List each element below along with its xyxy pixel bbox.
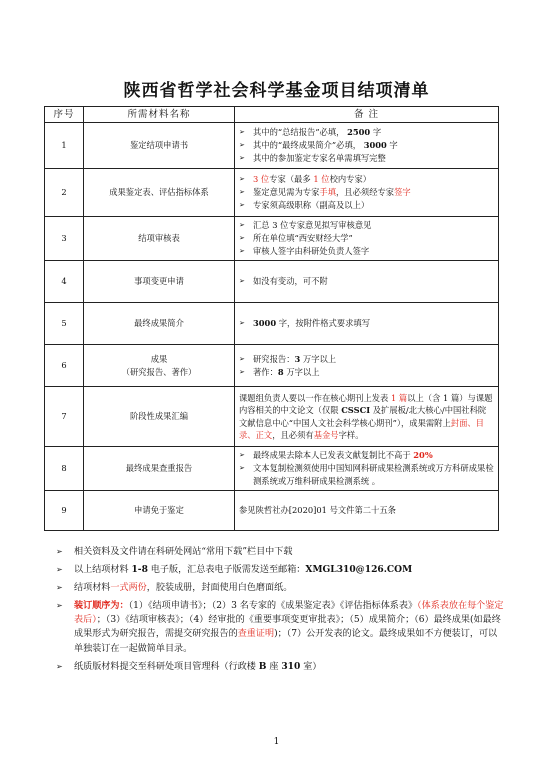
- table-row: [45, 261, 499, 303]
- note-bullet-text: [253, 232, 353, 245]
- arrow-bullet-icon: ➢: [239, 188, 245, 196]
- text-run: 字，按附件格式要求填写: [276, 318, 370, 328]
- material-name: [84, 447, 235, 491]
- text-run: B: [258, 660, 267, 672]
- note-bullet-text: [253, 219, 371, 232]
- note-item: [56, 545, 506, 559]
- note-bullet-text: [253, 186, 411, 199]
- note-bullet-item: [239, 353, 494, 366]
- text-run: 1 位: [313, 174, 330, 184]
- text-run: 纸质版材料提交至科研处项目管理科（行政楼: [74, 661, 259, 672]
- row-number: 1: [45, 123, 84, 169]
- text-run: 字: [370, 127, 382, 137]
- material-name-text: 阶段性成果汇编: [129, 411, 189, 422]
- text-run: 以上（含 1 篇）与课题内容相关的中文论文（仅限: [239, 392, 493, 416]
- row-number: 5: [45, 303, 84, 345]
- material-name-text: 最终成果查重报告: [125, 463, 193, 474]
- text-run: CSSCI: [341, 405, 371, 416]
- material-note: [235, 261, 499, 303]
- text-run: 3000: [363, 140, 387, 150]
- text-run: 结项材料: [74, 583, 111, 594]
- text-run: 8: [277, 366, 284, 377]
- material-note: [235, 169, 499, 217]
- material-name-text: 鉴定结项申请书: [129, 140, 189, 151]
- text-run: 封面、目录、正文: [239, 417, 484, 440]
- arrow-bullet-icon: ➢: [239, 464, 245, 473]
- arrow-bullet-icon: ➢: [239, 247, 245, 255]
- arrow-bullet-icon: ➢: [239, 221, 245, 229]
- note-bullet-item: [239, 317, 494, 330]
- notes-list: [56, 545, 506, 678]
- row-number: 8: [45, 447, 84, 491]
- text-run: （1）《结项申请书》；（2）3 名专家的《成果鉴定表》《评估指标体系表》: [128, 601, 418, 612]
- row-number: 7: [45, 387, 84, 447]
- text-run: ；（3）《结项审核表》；（4）经审批的《重要事项变更审批表》；（5）成果简介；（6）最终成果(如最终成果形式为研究报告，需提交研究报告的: [74, 615, 501, 640]
- table-row: [45, 303, 499, 345]
- text-run: 以上结项材料: [74, 565, 132, 576]
- note-bullet-text: [253, 173, 371, 186]
- text-run: 其中的参加鉴定专家名单需填写完整: [253, 153, 386, 163]
- material-note: [235, 345, 499, 387]
- note-text: [74, 545, 506, 559]
- note-bullet-text: [253, 245, 369, 258]
- material-name: [84, 345, 235, 387]
- material-name-text: 事项变更申请: [134, 276, 184, 287]
- material-name: [84, 491, 235, 531]
- text-run: ，且必须经专家: [336, 187, 395, 197]
- note-bullet-item: [239, 186, 494, 199]
- text-run: 座: [266, 661, 282, 672]
- header-no: 序号: [45, 107, 84, 123]
- text-run: 审核人签字由科研处负责人签字: [253, 246, 370, 256]
- text-run: 万字以上: [283, 366, 320, 377]
- row-number: 9: [45, 491, 84, 531]
- text-run: ，胶装成册，封面使用白色磨面纸。: [146, 583, 293, 594]
- text-run: ，且必须有: [272, 429, 314, 440]
- text-run: 其中的“总结报告”必填，: [253, 127, 348, 137]
- note-bullet-item: [239, 126, 494, 139]
- text-run: 装订顺序为：: [74, 600, 129, 612]
- note-bullet-item: [239, 139, 494, 152]
- material-name-subtext: （研究报告、著作）: [121, 366, 197, 377]
- material-name-text: 最终成果简介: [134, 318, 184, 329]
- text-run: 鉴定意见需为专家: [253, 187, 320, 197]
- arrow-bullet-icon: ➢: [56, 547, 63, 556]
- text-run: 最终成果去除本人已发表文献复制比不高于: [253, 450, 414, 461]
- arrow-bullet-icon: ➢: [56, 661, 63, 671]
- material-name: [84, 303, 235, 345]
- row-number: 2: [45, 169, 84, 217]
- note-bullet-text: [253, 462, 494, 488]
- header-name: 所需材料名称: [84, 107, 235, 123]
- material-name: [84, 169, 235, 217]
- table-row: [45, 217, 499, 261]
- arrow-bullet-icon: ➢: [239, 319, 245, 327]
- table-body: [45, 123, 499, 531]
- text-run: 著作：: [253, 366, 278, 377]
- note-bullet-item: [239, 245, 494, 258]
- note-text: [74, 581, 506, 595]
- arrow-bullet-icon: ➢: [56, 601, 63, 611]
- note-paragraph: [239, 504, 494, 516]
- text-run: 310: [281, 660, 301, 672]
- note-text: [74, 660, 506, 674]
- row-number: 3: [45, 217, 84, 261]
- text-run: 基金号: [313, 429, 339, 440]
- text-run: 3000: [253, 318, 277, 328]
- material-name: [84, 123, 235, 169]
- page-number: 1: [273, 737, 280, 747]
- material-note: [235, 303, 499, 345]
- text-run: 专家须高级职称（副高及以上）: [253, 200, 370, 210]
- text-run: 万字以上: [300, 353, 337, 364]
- arrow-bullet-icon: ➢: [239, 154, 245, 162]
- table-row: [45, 169, 499, 217]
- material-note: [235, 217, 499, 261]
- table-row: [45, 491, 499, 531]
- note-bullet-text: [253, 353, 336, 366]
- text-run: 2500: [347, 127, 371, 137]
- material-name: [84, 261, 235, 303]
- text-run: 1-8: [131, 564, 148, 576]
- materials-table: [44, 106, 499, 531]
- text-run: 其中的“最终成果简介”必填，: [253, 140, 364, 150]
- note-bullet-item: [239, 219, 494, 232]
- note-paragraph: [239, 392, 494, 442]
- note-bullet-text: [253, 152, 386, 165]
- text-run: XMGL310@126.COM: [305, 564, 413, 576]
- text-run: 参见陕哲社办[2020]01 号文件第二十五条: [239, 505, 396, 516]
- arrow-bullet-icon: ➢: [239, 175, 245, 183]
- text-run: 课题组负责人要以一作在核心期刊上发表: [239, 392, 391, 403]
- note-text: [74, 599, 506, 655]
- note-item: [56, 660, 506, 674]
- arrow-bullet-icon: ➢: [239, 277, 245, 285]
- note-item: [56, 581, 506, 595]
- note-bullet-text: [253, 139, 398, 152]
- arrow-bullet-icon: ➢: [239, 234, 245, 242]
- text-run: 校内专家）: [329, 174, 372, 184]
- text-run: 20%: [413, 450, 433, 461]
- material-name: [84, 217, 235, 261]
- text-run: 3: [294, 353, 301, 364]
- text-run: 一式两份: [110, 583, 147, 594]
- material-name-text: 成果鉴定表、评估指标体系: [109, 187, 209, 198]
- text-run: 手填: [319, 187, 336, 197]
- text-run: 查重证明: [237, 629, 275, 640]
- text-run: 签字: [394, 187, 411, 197]
- arrow-bullet-icon: ➢: [239, 367, 245, 376]
- table-row: [45, 387, 499, 447]
- note-bullet-item: [239, 462, 494, 488]
- note-bullet-item: [239, 449, 494, 462]
- note-bullet-item: [239, 232, 494, 245]
- note-item: [56, 599, 506, 655]
- text-run: 字样。: [338, 429, 364, 440]
- text-run: 专家（最多: [269, 174, 314, 184]
- material-note: [235, 447, 499, 491]
- note-bullet-text: [253, 366, 320, 379]
- note-bullet-item: [239, 152, 494, 165]
- note-bullet-item: [239, 366, 494, 379]
- material-name: [84, 387, 235, 447]
- note-bullet-item: [239, 173, 494, 186]
- text-run: 1 篇: [390, 392, 408, 403]
- text-run: 3 位: [253, 174, 270, 184]
- text-run: 相关资料及文件请在科研处网站“常用下载”栏目中下载: [74, 547, 293, 557]
- note-bullet-text: [253, 449, 433, 462]
- text-run: （体系表放在每个鉴定表后）: [74, 601, 504, 626]
- note-bullet-text: [253, 199, 369, 212]
- material-name-text: 结项审核表: [138, 233, 180, 244]
- text-run: 汇总 3 位专家意见拟写审核意见: [253, 220, 372, 230]
- arrow-bullet-icon: ➢: [56, 565, 63, 575]
- note-bullet-item: [239, 199, 494, 212]
- material-name-text: 申请免于鉴定: [134, 505, 184, 516]
- text-run: 文本复制检测须使用中国知网科研成果检测系统或万方科研成果检测系统或万维科研成果检测系统 。: [253, 463, 494, 486]
- text-run: 字: [386, 140, 398, 150]
- note-bullet-text: [253, 126, 381, 139]
- text-run: 研究报告：: [253, 353, 295, 364]
- material-note: [235, 387, 499, 447]
- arrow-bullet-icon: ➢: [239, 354, 245, 363]
- row-number: 6: [45, 345, 84, 387]
- arrow-bullet-icon: ➢: [239, 451, 245, 460]
- text-run: )；（7）公开发表的论文。最终成果如不方便装订，可以单独装订在一起做简单目录。: [74, 629, 498, 654]
- table-row: [45, 447, 499, 491]
- note-bullet-text: [253, 317, 370, 330]
- arrow-bullet-icon: ➢: [239, 141, 245, 149]
- document-title: 陕西省哲学社会科学基金项目结项清单: [123, 81, 430, 101]
- text-run: 室）: [300, 661, 322, 672]
- material-note: [235, 491, 499, 531]
- table-row: [45, 345, 499, 387]
- material-note: [235, 123, 499, 169]
- text-run: 所在单位填“西安财经大学”: [253, 233, 353, 243]
- table-header-row: [45, 107, 499, 123]
- text-run: 如没有变动，可不附: [253, 276, 328, 286]
- table-row: [45, 123, 499, 169]
- note-text: [74, 563, 506, 577]
- arrow-bullet-icon: ➢: [239, 201, 245, 209]
- row-number: 4: [45, 261, 84, 303]
- text-run: 及扩展板/北大核心/中国社科院文献信息中心“中国人文社会科学核心期刊”），成果需附上: [239, 405, 487, 428]
- text-run: 电子版，汇总表电子版需发送至邮箱：: [147, 565, 306, 576]
- note-item: [56, 563, 506, 577]
- note-bullet-item: [239, 275, 494, 288]
- note-bullet-text: [253, 275, 328, 288]
- arrow-bullet-icon: ➢: [239, 128, 245, 136]
- header-note: 备 注: [235, 107, 499, 123]
- arrow-bullet-icon: ➢: [56, 583, 63, 593]
- material-name-text: 成果: [150, 354, 168, 365]
